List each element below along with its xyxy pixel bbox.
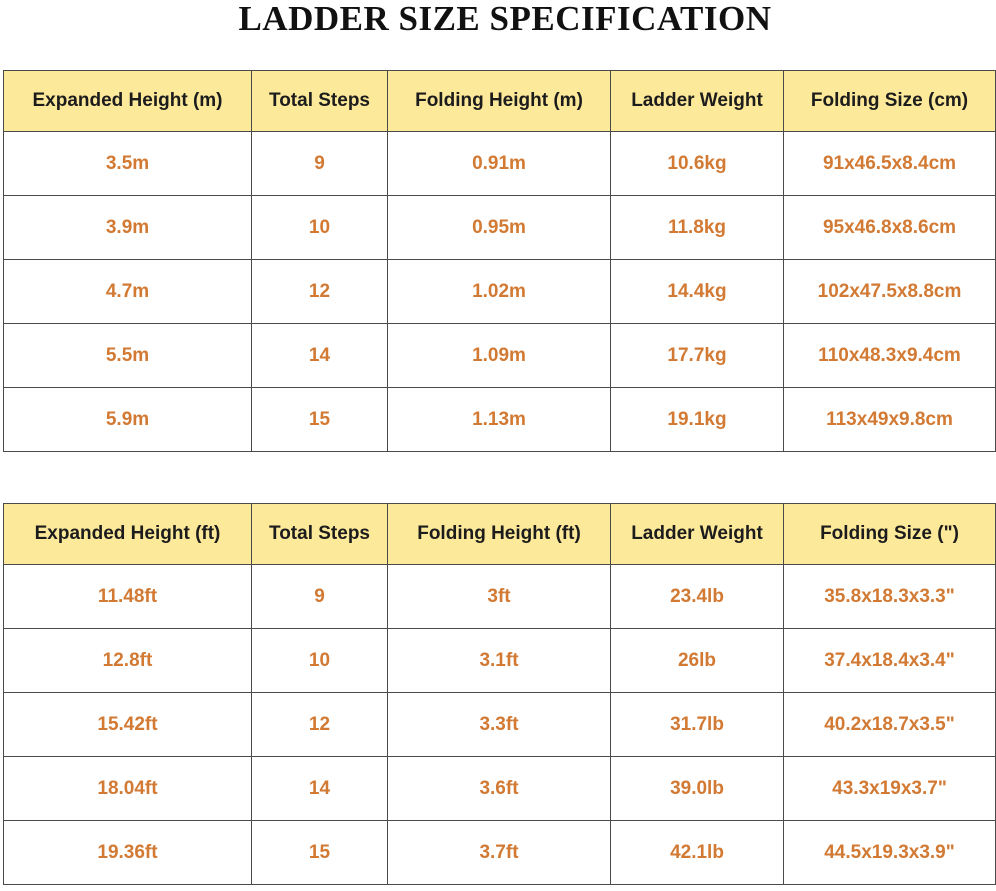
header-ladder-weight: Ladder Weight — [611, 71, 784, 132]
cell-expanded-height: 3.9m — [4, 196, 252, 260]
cell-total-steps: 14 — [252, 757, 388, 821]
cell-folding-height: 3.7ft — [388, 821, 611, 885]
metric-spec-table — [3, 70, 996, 452]
cell-total-steps: 15 — [252, 821, 388, 885]
cell-folding-size: 35.8x18.3x3.3" — [784, 565, 996, 629]
cell-ladder-weight: 31.7lb — [611, 693, 784, 757]
cell-expanded-height: 15.42ft — [4, 693, 252, 757]
cell-folding-size: 110x48.3x9.4cm — [784, 324, 996, 388]
cell-folding-height: 0.91m — [388, 132, 611, 196]
cell-folding-size: 40.2x18.7x3.5" — [784, 693, 996, 757]
cell-folding-height: 1.09m — [388, 324, 611, 388]
table-row — [4, 388, 996, 452]
header-total-steps: Total Steps — [252, 71, 388, 132]
header-folding-size: Folding Size (cm) — [784, 71, 996, 132]
table-row — [4, 821, 996, 885]
table-header-row — [4, 504, 996, 565]
imperial-spec-table — [3, 503, 996, 885]
header-expanded-height: Expanded Height (ft) — [4, 504, 252, 565]
cell-expanded-height: 5.5m — [4, 324, 252, 388]
cell-ladder-weight: 26lb — [611, 629, 784, 693]
cell-folding-height: 3ft — [388, 565, 611, 629]
cell-expanded-height: 12.8ft — [4, 629, 252, 693]
header-ladder-weight: Ladder Weight — [611, 504, 784, 565]
cell-ladder-weight: 14.4kg — [611, 260, 784, 324]
cell-folding-height: 3.1ft — [388, 629, 611, 693]
table-row — [4, 629, 996, 693]
cell-expanded-height: 19.36ft — [4, 821, 252, 885]
cell-folding-height: 1.02m — [388, 260, 611, 324]
cell-total-steps: 10 — [252, 196, 388, 260]
cell-ladder-weight: 42.1lb — [611, 821, 784, 885]
header-folding-height: Folding Height (ft) — [388, 504, 611, 565]
cell-expanded-height: 3.5m — [4, 132, 252, 196]
cell-ladder-weight: 11.8kg — [611, 196, 784, 260]
cell-ladder-weight: 19.1kg — [611, 388, 784, 452]
cell-total-steps: 15 — [252, 388, 388, 452]
page-title: LADDER SIZE SPECIFICATION — [238, 0, 772, 38]
cell-total-steps: 12 — [252, 693, 388, 757]
cell-ladder-weight: 39.0lb — [611, 757, 784, 821]
table-row — [4, 132, 996, 196]
table-header-row — [4, 71, 996, 132]
table-row — [4, 324, 996, 388]
cell-folding-size: 113x49x9.8cm — [784, 388, 996, 452]
table-row — [4, 757, 996, 821]
cell-folding-size: 102x47.5x8.8cm — [784, 260, 996, 324]
cell-total-steps: 12 — [252, 260, 388, 324]
header-expanded-height: Expanded Height (m) — [4, 71, 252, 132]
cell-ladder-weight: 10.6kg — [611, 132, 784, 196]
header-folding-height: Folding Height (m) — [388, 71, 611, 132]
cell-folding-size: 44.5x19.3x3.9" — [784, 821, 996, 885]
cell-total-steps: 10 — [252, 629, 388, 693]
cell-ladder-weight: 17.7kg — [611, 324, 784, 388]
cell-total-steps: 14 — [252, 324, 388, 388]
cell-folding-size: 95x46.8x8.6cm — [784, 196, 996, 260]
cell-total-steps: 9 — [252, 565, 388, 629]
cell-folding-height: 3.3ft — [388, 693, 611, 757]
cell-folding-height: 1.13m — [388, 388, 611, 452]
cell-expanded-height: 5.9m — [4, 388, 252, 452]
cell-folding-size: 43.3x19x3.7" — [784, 757, 996, 821]
header-total-steps: Total Steps — [252, 504, 388, 565]
cell-folding-height: 0.95m — [388, 196, 611, 260]
cell-total-steps: 9 — [252, 132, 388, 196]
cell-expanded-height: 18.04ft — [4, 757, 252, 821]
cell-expanded-height: 4.7m — [4, 260, 252, 324]
table-row — [4, 196, 996, 260]
cell-expanded-height: 11.48ft — [4, 565, 252, 629]
table-row — [4, 693, 996, 757]
table-row — [4, 565, 996, 629]
table-row — [4, 260, 996, 324]
header-folding-size: Folding Size (") — [784, 504, 996, 565]
cell-folding-size: 37.4x18.4x3.4" — [784, 629, 996, 693]
cell-ladder-weight: 23.4lb — [611, 565, 784, 629]
cell-folding-size: 91x46.5x8.4cm — [784, 132, 996, 196]
cell-folding-height: 3.6ft — [388, 757, 611, 821]
